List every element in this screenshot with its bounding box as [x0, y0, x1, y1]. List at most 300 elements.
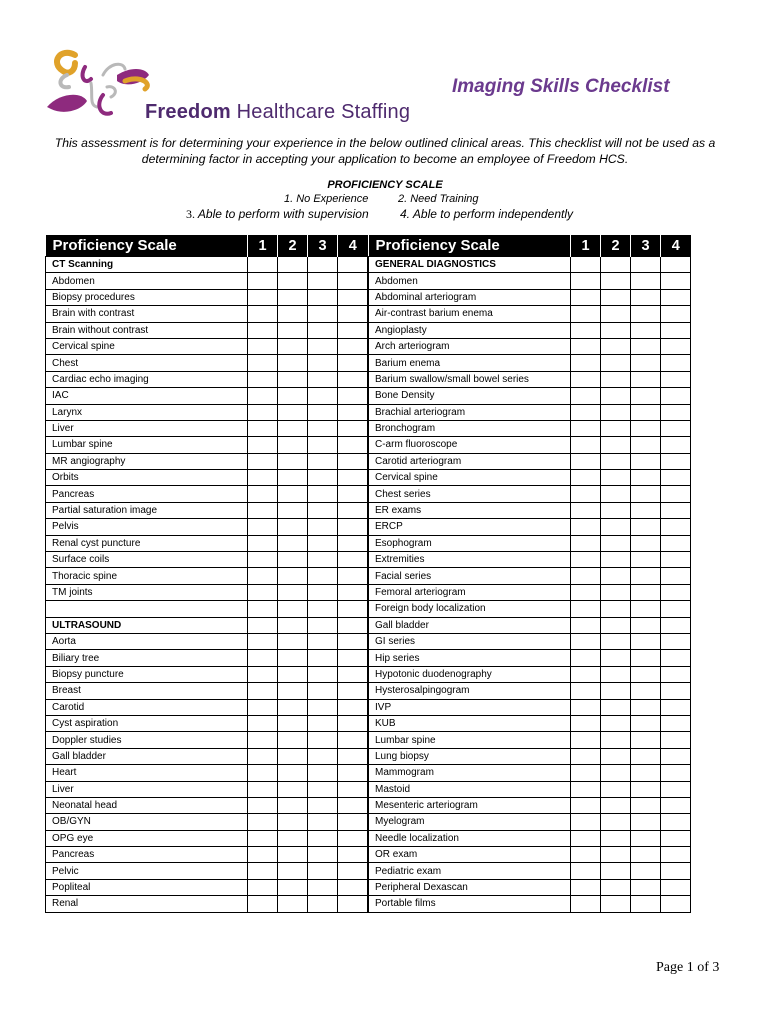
rating-cell-3[interactable] [308, 814, 338, 830]
rating-cell-3[interactable] [631, 502, 661, 518]
rating-cell-2[interactable] [601, 699, 631, 715]
rating-cell-1[interactable] [571, 830, 601, 846]
rating-cell-3[interactable] [308, 519, 338, 535]
rating-cell-1[interactable] [571, 453, 601, 469]
rating-cell-1[interactable] [248, 781, 278, 797]
rating-cell-4[interactable] [338, 257, 368, 273]
rating-cell-1[interactable] [248, 568, 278, 584]
rating-cell-4[interactable] [338, 879, 368, 895]
rating-cell-3[interactable] [631, 814, 661, 830]
rating-cell-3[interactable] [308, 371, 338, 387]
rating-cell-1[interactable] [248, 633, 278, 649]
rating-cell-1[interactable] [248, 601, 278, 617]
rating-cell-3[interactable] [631, 552, 661, 568]
rating-cell-3[interactable] [631, 879, 661, 895]
rating-cell-2[interactable] [601, 502, 631, 518]
rating-cell-1[interactable] [248, 732, 278, 748]
rating-cell-4[interactable] [661, 765, 691, 781]
rating-cell-1[interactable] [571, 322, 601, 338]
rating-cell-3[interactable] [308, 420, 338, 436]
rating-cell-2[interactable] [278, 470, 308, 486]
rating-cell-2[interactable] [601, 519, 631, 535]
rating-cell-2[interactable] [278, 420, 308, 436]
rating-cell-4[interactable] [661, 650, 691, 666]
rating-cell-3[interactable] [308, 306, 338, 322]
rating-cell-1[interactable] [248, 470, 278, 486]
rating-cell-2[interactable] [278, 273, 308, 289]
rating-cell-2[interactable] [278, 437, 308, 453]
rating-cell-4[interactable] [661, 715, 691, 731]
rating-cell-2[interactable] [601, 388, 631, 404]
rating-cell-1[interactable] [571, 338, 601, 354]
rating-cell-4[interactable] [661, 748, 691, 764]
rating-cell-1[interactable] [571, 535, 601, 551]
rating-cell-3[interactable] [631, 355, 661, 371]
rating-cell-2[interactable] [601, 633, 631, 649]
rating-cell-1[interactable] [571, 633, 601, 649]
rating-cell-2[interactable] [278, 830, 308, 846]
rating-cell-1[interactable] [248, 650, 278, 666]
rating-cell-3[interactable] [631, 535, 661, 551]
rating-cell-4[interactable] [661, 814, 691, 830]
rating-cell-3[interactable] [308, 781, 338, 797]
rating-cell-2[interactable] [278, 322, 308, 338]
rating-cell-4[interactable] [338, 371, 368, 387]
rating-cell-3[interactable] [308, 568, 338, 584]
rating-cell-1[interactable] [571, 388, 601, 404]
rating-cell-2[interactable] [601, 650, 631, 666]
rating-cell-3[interactable] [631, 371, 661, 387]
rating-cell-4[interactable] [338, 584, 368, 600]
rating-cell-4[interactable] [661, 371, 691, 387]
rating-cell-4[interactable] [661, 568, 691, 584]
rating-cell-4[interactable] [661, 388, 691, 404]
rating-cell-4[interactable] [338, 797, 368, 813]
rating-cell-1[interactable] [571, 896, 601, 912]
rating-cell-3[interactable] [308, 338, 338, 354]
rating-cell-1[interactable] [571, 420, 601, 436]
rating-cell-3[interactable] [631, 715, 661, 731]
rating-cell-2[interactable] [278, 486, 308, 502]
rating-cell-3[interactable] [631, 568, 661, 584]
rating-cell-3[interactable] [631, 781, 661, 797]
rating-cell-3[interactable] [631, 519, 661, 535]
rating-cell-2[interactable] [278, 732, 308, 748]
rating-cell-3[interactable] [631, 486, 661, 502]
rating-cell-4[interactable] [338, 683, 368, 699]
rating-cell-3[interactable] [308, 683, 338, 699]
rating-cell-3[interactable] [631, 470, 661, 486]
rating-cell-3[interactable] [308, 699, 338, 715]
rating-cell-4[interactable] [338, 650, 368, 666]
rating-cell-1[interactable] [248, 683, 278, 699]
rating-cell-2[interactable] [278, 748, 308, 764]
rating-cell-4[interactable] [661, 453, 691, 469]
rating-cell-4[interactable] [338, 273, 368, 289]
rating-cell-3[interactable] [631, 683, 661, 699]
rating-cell-2[interactable] [278, 535, 308, 551]
rating-cell-2[interactable] [278, 257, 308, 273]
rating-cell-2[interactable] [278, 847, 308, 863]
rating-cell-2[interactable] [278, 584, 308, 600]
rating-cell-1[interactable] [248, 765, 278, 781]
rating-cell-3[interactable] [631, 338, 661, 354]
rating-cell-2[interactable] [601, 715, 631, 731]
rating-cell-2[interactable] [278, 683, 308, 699]
rating-cell-2[interactable] [278, 814, 308, 830]
rating-cell-3[interactable] [631, 601, 661, 617]
rating-cell-1[interactable] [248, 830, 278, 846]
rating-cell-1[interactable] [571, 486, 601, 502]
rating-cell-3[interactable] [308, 847, 338, 863]
rating-cell-3[interactable] [631, 420, 661, 436]
rating-cell-2[interactable] [601, 535, 631, 551]
rating-cell-1[interactable] [571, 306, 601, 322]
rating-cell-3[interactable] [308, 765, 338, 781]
rating-cell-1[interactable] [248, 453, 278, 469]
rating-cell-2[interactable] [278, 699, 308, 715]
rating-cell-4[interactable] [661, 666, 691, 682]
rating-cell-3[interactable] [308, 797, 338, 813]
rating-cell-4[interactable] [338, 486, 368, 502]
rating-cell-4[interactable] [661, 863, 691, 879]
rating-cell-1[interactable] [571, 568, 601, 584]
rating-cell-2[interactable] [601, 257, 631, 273]
rating-cell-1[interactable] [248, 879, 278, 895]
rating-cell-3[interactable] [308, 257, 338, 273]
rating-cell-2[interactable] [278, 617, 308, 633]
rating-cell-3[interactable] [631, 437, 661, 453]
rating-cell-1[interactable] [248, 289, 278, 305]
rating-cell-4[interactable] [661, 306, 691, 322]
rating-cell-3[interactable] [631, 404, 661, 420]
rating-cell-4[interactable] [338, 633, 368, 649]
rating-cell-2[interactable] [278, 355, 308, 371]
rating-cell-1[interactable] [248, 535, 278, 551]
rating-cell-1[interactable] [248, 584, 278, 600]
rating-cell-2[interactable] [278, 371, 308, 387]
rating-cell-2[interactable] [278, 338, 308, 354]
rating-cell-1[interactable] [571, 781, 601, 797]
rating-cell-2[interactable] [601, 781, 631, 797]
rating-cell-2[interactable] [278, 306, 308, 322]
rating-cell-4[interactable] [661, 273, 691, 289]
rating-cell-4[interactable] [338, 601, 368, 617]
rating-cell-2[interactable] [601, 486, 631, 502]
rating-cell-1[interactable] [248, 486, 278, 502]
rating-cell-2[interactable] [278, 519, 308, 535]
rating-cell-1[interactable] [571, 666, 601, 682]
rating-cell-3[interactable] [308, 617, 338, 633]
rating-cell-4[interactable] [338, 617, 368, 633]
rating-cell-2[interactable] [278, 797, 308, 813]
rating-cell-1[interactable] [248, 404, 278, 420]
rating-cell-1[interactable] [248, 502, 278, 518]
rating-cell-4[interactable] [338, 388, 368, 404]
rating-cell-3[interactable] [631, 896, 661, 912]
rating-cell-4[interactable] [661, 289, 691, 305]
rating-cell-1[interactable] [571, 257, 601, 273]
rating-cell-4[interactable] [338, 568, 368, 584]
rating-cell-1[interactable] [248, 355, 278, 371]
rating-cell-1[interactable] [248, 552, 278, 568]
rating-cell-4[interactable] [661, 322, 691, 338]
rating-cell-3[interactable] [308, 355, 338, 371]
rating-cell-4[interactable] [338, 437, 368, 453]
rating-cell-4[interactable] [338, 814, 368, 830]
rating-cell-3[interactable] [631, 388, 661, 404]
rating-cell-2[interactable] [278, 650, 308, 666]
rating-cell-4[interactable] [338, 666, 368, 682]
rating-cell-4[interactable] [338, 781, 368, 797]
rating-cell-4[interactable] [661, 257, 691, 273]
rating-cell-1[interactable] [248, 715, 278, 731]
rating-cell-4[interactable] [338, 502, 368, 518]
rating-cell-4[interactable] [661, 896, 691, 912]
rating-cell-1[interactable] [248, 388, 278, 404]
rating-cell-2[interactable] [601, 896, 631, 912]
rating-cell-1[interactable] [571, 601, 601, 617]
rating-cell-3[interactable] [631, 847, 661, 863]
rating-cell-4[interactable] [661, 470, 691, 486]
rating-cell-3[interactable] [631, 322, 661, 338]
rating-cell-1[interactable] [571, 732, 601, 748]
rating-cell-4[interactable] [338, 322, 368, 338]
rating-cell-3[interactable] [308, 748, 338, 764]
rating-cell-1[interactable] [571, 863, 601, 879]
rating-cell-2[interactable] [601, 814, 631, 830]
rating-cell-3[interactable] [308, 322, 338, 338]
rating-cell-4[interactable] [661, 683, 691, 699]
rating-cell-1[interactable] [571, 355, 601, 371]
rating-cell-4[interactable] [338, 765, 368, 781]
rating-cell-1[interactable] [571, 699, 601, 715]
rating-cell-2[interactable] [278, 289, 308, 305]
rating-cell-3[interactable] [631, 273, 661, 289]
rating-cell-1[interactable] [571, 371, 601, 387]
rating-cell-3[interactable] [308, 715, 338, 731]
rating-cell-2[interactable] [601, 437, 631, 453]
rating-cell-2[interactable] [601, 683, 631, 699]
rating-cell-3[interactable] [308, 830, 338, 846]
rating-cell-3[interactable] [308, 552, 338, 568]
rating-cell-2[interactable] [278, 781, 308, 797]
rating-cell-1[interactable] [248, 847, 278, 863]
rating-cell-1[interactable] [571, 683, 601, 699]
rating-cell-3[interactable] [308, 470, 338, 486]
rating-cell-4[interactable] [338, 355, 368, 371]
rating-cell-1[interactable] [248, 797, 278, 813]
rating-cell-1[interactable] [248, 437, 278, 453]
rating-cell-3[interactable] [631, 748, 661, 764]
rating-cell-4[interactable] [338, 847, 368, 863]
rating-cell-1[interactable] [248, 699, 278, 715]
rating-cell-1[interactable] [571, 748, 601, 764]
rating-cell-4[interactable] [661, 519, 691, 535]
rating-cell-2[interactable] [601, 568, 631, 584]
rating-cell-3[interactable] [308, 273, 338, 289]
rating-cell-3[interactable] [631, 699, 661, 715]
rating-cell-2[interactable] [278, 633, 308, 649]
rating-cell-4[interactable] [338, 552, 368, 568]
rating-cell-2[interactable] [278, 552, 308, 568]
rating-cell-3[interactable] [631, 765, 661, 781]
rating-cell-1[interactable] [571, 552, 601, 568]
rating-cell-4[interactable] [338, 535, 368, 551]
rating-cell-1[interactable] [248, 814, 278, 830]
rating-cell-3[interactable] [308, 666, 338, 682]
rating-cell-1[interactable] [248, 257, 278, 273]
rating-cell-2[interactable] [278, 453, 308, 469]
rating-cell-1[interactable] [571, 470, 601, 486]
rating-cell-4[interactable] [338, 404, 368, 420]
rating-cell-1[interactable] [248, 371, 278, 387]
rating-cell-2[interactable] [601, 863, 631, 879]
rating-cell-2[interactable] [601, 273, 631, 289]
rating-cell-2[interactable] [601, 420, 631, 436]
rating-cell-3[interactable] [308, 289, 338, 305]
rating-cell-1[interactable] [571, 584, 601, 600]
rating-cell-2[interactable] [278, 863, 308, 879]
rating-cell-1[interactable] [571, 715, 601, 731]
rating-cell-2[interactable] [278, 568, 308, 584]
rating-cell-4[interactable] [661, 797, 691, 813]
rating-cell-2[interactable] [278, 404, 308, 420]
rating-cell-1[interactable] [248, 420, 278, 436]
rating-cell-4[interactable] [338, 896, 368, 912]
rating-cell-1[interactable] [571, 650, 601, 666]
rating-cell-4[interactable] [661, 502, 691, 518]
rating-cell-1[interactable] [248, 322, 278, 338]
rating-cell-4[interactable] [661, 420, 691, 436]
rating-cell-1[interactable] [248, 863, 278, 879]
rating-cell-3[interactable] [308, 732, 338, 748]
rating-cell-4[interactable] [661, 879, 691, 895]
rating-cell-4[interactable] [661, 535, 691, 551]
rating-cell-4[interactable] [338, 420, 368, 436]
rating-cell-4[interactable] [661, 338, 691, 354]
rating-cell-3[interactable] [308, 896, 338, 912]
rating-cell-1[interactable] [571, 814, 601, 830]
rating-cell-1[interactable] [571, 519, 601, 535]
rating-cell-2[interactable] [601, 338, 631, 354]
rating-cell-2[interactable] [601, 601, 631, 617]
rating-cell-4[interactable] [338, 699, 368, 715]
rating-cell-4[interactable] [661, 732, 691, 748]
rating-cell-1[interactable] [571, 273, 601, 289]
rating-cell-4[interactable] [661, 699, 691, 715]
rating-cell-3[interactable] [631, 306, 661, 322]
rating-cell-4[interactable] [338, 306, 368, 322]
rating-cell-2[interactable] [601, 306, 631, 322]
rating-cell-2[interactable] [601, 847, 631, 863]
rating-cell-2[interactable] [601, 617, 631, 633]
rating-cell-4[interactable] [338, 519, 368, 535]
rating-cell-2[interactable] [601, 830, 631, 846]
rating-cell-1[interactable] [571, 617, 601, 633]
rating-cell-2[interactable] [601, 470, 631, 486]
rating-cell-3[interactable] [308, 879, 338, 895]
rating-cell-1[interactable] [571, 502, 601, 518]
rating-cell-2[interactable] [278, 715, 308, 731]
rating-cell-4[interactable] [661, 437, 691, 453]
rating-cell-3[interactable] [631, 732, 661, 748]
rating-cell-3[interactable] [631, 584, 661, 600]
rating-cell-2[interactable] [601, 289, 631, 305]
rating-cell-3[interactable] [308, 650, 338, 666]
rating-cell-4[interactable] [338, 732, 368, 748]
rating-cell-1[interactable] [571, 437, 601, 453]
rating-cell-3[interactable] [308, 863, 338, 879]
rating-cell-1[interactable] [571, 765, 601, 781]
rating-cell-4[interactable] [338, 470, 368, 486]
rating-cell-3[interactable] [631, 797, 661, 813]
rating-cell-2[interactable] [601, 552, 631, 568]
rating-cell-3[interactable] [631, 633, 661, 649]
rating-cell-1[interactable] [571, 847, 601, 863]
rating-cell-1[interactable] [248, 617, 278, 633]
rating-cell-4[interactable] [661, 847, 691, 863]
rating-cell-4[interactable] [661, 404, 691, 420]
rating-cell-1[interactable] [571, 289, 601, 305]
rating-cell-4[interactable] [661, 633, 691, 649]
rating-cell-2[interactable] [601, 748, 631, 764]
rating-cell-2[interactable] [601, 322, 631, 338]
rating-cell-4[interactable] [338, 338, 368, 354]
rating-cell-4[interactable] [661, 552, 691, 568]
rating-cell-3[interactable] [308, 486, 338, 502]
rating-cell-3[interactable] [631, 453, 661, 469]
rating-cell-2[interactable] [278, 879, 308, 895]
rating-cell-3[interactable] [308, 453, 338, 469]
rating-cell-4[interactable] [661, 355, 691, 371]
rating-cell-3[interactable] [631, 257, 661, 273]
rating-cell-2[interactable] [601, 355, 631, 371]
rating-cell-3[interactable] [308, 437, 338, 453]
rating-cell-4[interactable] [661, 601, 691, 617]
rating-cell-3[interactable] [631, 650, 661, 666]
rating-cell-4[interactable] [338, 453, 368, 469]
rating-cell-2[interactable] [601, 879, 631, 895]
rating-cell-1[interactable] [248, 748, 278, 764]
rating-cell-4[interactable] [338, 863, 368, 879]
rating-cell-4[interactable] [661, 584, 691, 600]
rating-cell-3[interactable] [308, 601, 338, 617]
rating-cell-2[interactable] [278, 601, 308, 617]
rating-cell-4[interactable] [338, 748, 368, 764]
rating-cell-3[interactable] [631, 830, 661, 846]
rating-cell-2[interactable] [601, 765, 631, 781]
rating-cell-1[interactable] [248, 338, 278, 354]
rating-cell-2[interactable] [601, 666, 631, 682]
rating-cell-4[interactable] [338, 289, 368, 305]
rating-cell-4[interactable] [661, 486, 691, 502]
rating-cell-4[interactable] [338, 830, 368, 846]
rating-cell-1[interactable] [571, 797, 601, 813]
rating-cell-3[interactable] [308, 404, 338, 420]
rating-cell-1[interactable] [571, 879, 601, 895]
rating-cell-3[interactable] [308, 388, 338, 404]
rating-cell-2[interactable] [601, 404, 631, 420]
rating-cell-3[interactable] [631, 617, 661, 633]
rating-cell-4[interactable] [661, 830, 691, 846]
rating-cell-3[interactable] [631, 863, 661, 879]
rating-cell-4[interactable] [661, 617, 691, 633]
rating-cell-3[interactable] [631, 666, 661, 682]
rating-cell-2[interactable] [601, 453, 631, 469]
rating-cell-1[interactable] [248, 306, 278, 322]
rating-cell-2[interactable] [601, 371, 631, 387]
